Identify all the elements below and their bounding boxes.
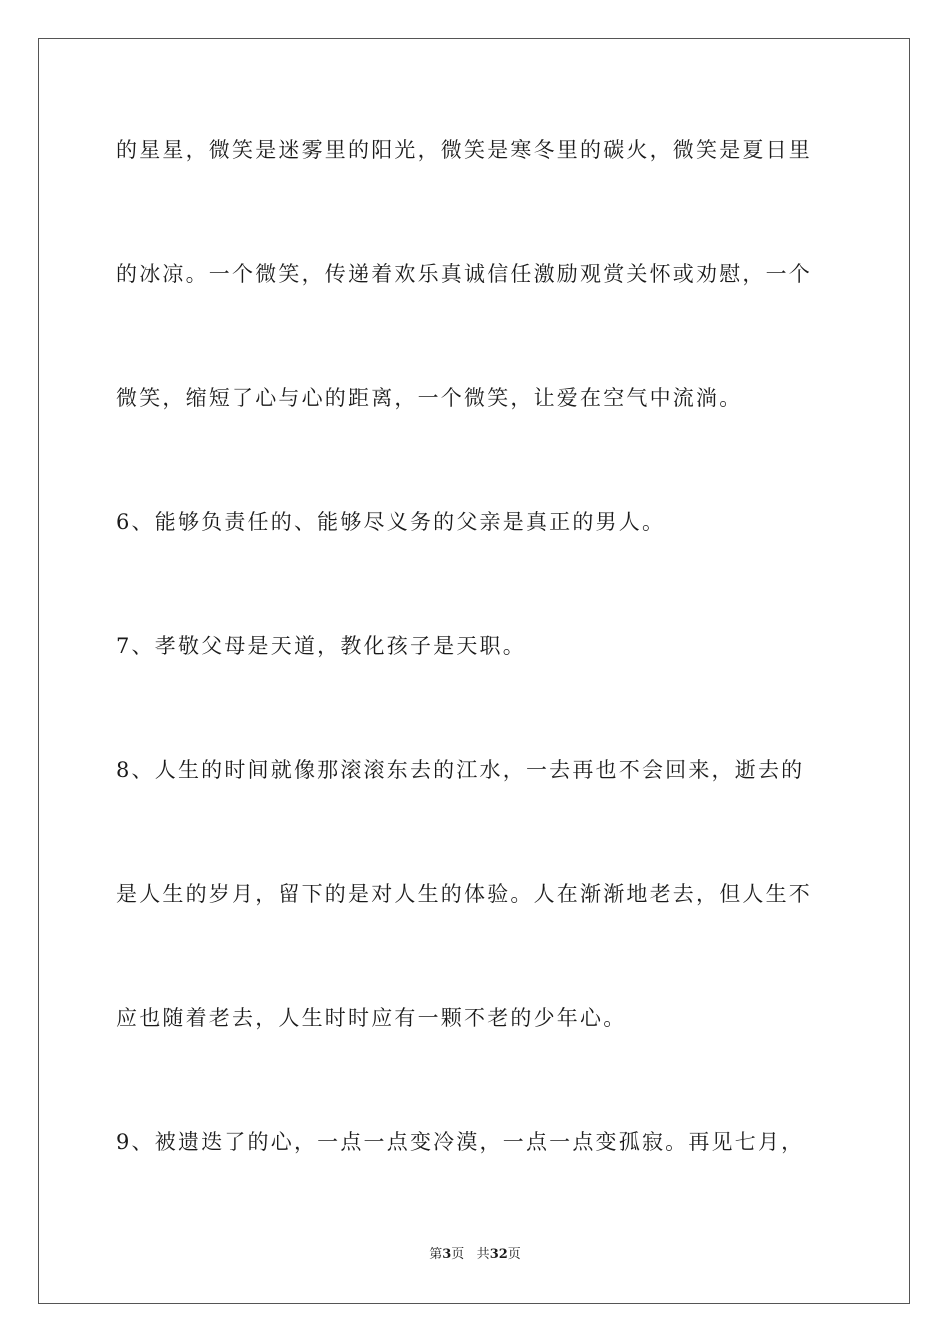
page-prefix: 第 [429,1247,443,1262]
page-footer [0,1246,950,1264]
text-line: 6、能够负责任的、能够尽义务的父亲是真正的男人。 [116,510,666,534]
text-line: 的冰凉。一个微笑，传递着欢乐真诚信任激励观赏关怀或劝慰，一个 [116,262,812,286]
text-line: 微笑，缩短了心与心的距离，一个微笑，让爱在空气中流淌。 [116,386,743,410]
total-suffix: 页 [507,1247,521,1262]
total-prefix: 共 [476,1247,490,1262]
text-line: 的星星，微笑是迷雾里的阳光，微笑是寒冬里的碳火，微笑是夏日里 [116,138,812,162]
text-line: 7、孝敬父母是天道，教化孩子是天职。 [116,634,526,658]
page-border [38,38,910,1304]
text-line: 8、人生的时间就像那滚滚东去的江水，一去再也不会回来，逝去的 [116,758,805,782]
text-line: 9、被遗迭了的心，一点一点变冷漠，一点一点变孤寂。再见七月， [116,1130,805,1154]
total-pages: 32 [489,1247,508,1262]
page-suffix: 页 [451,1247,465,1262]
text-line: 应也随着老去，人生时时应有一颗不老的少年心。 [116,1006,627,1030]
page-number: 3 [442,1247,452,1262]
text-line: 是人生的岁月，留下的是对人生的体验。人在渐渐地老去，但人生不 [116,882,812,906]
